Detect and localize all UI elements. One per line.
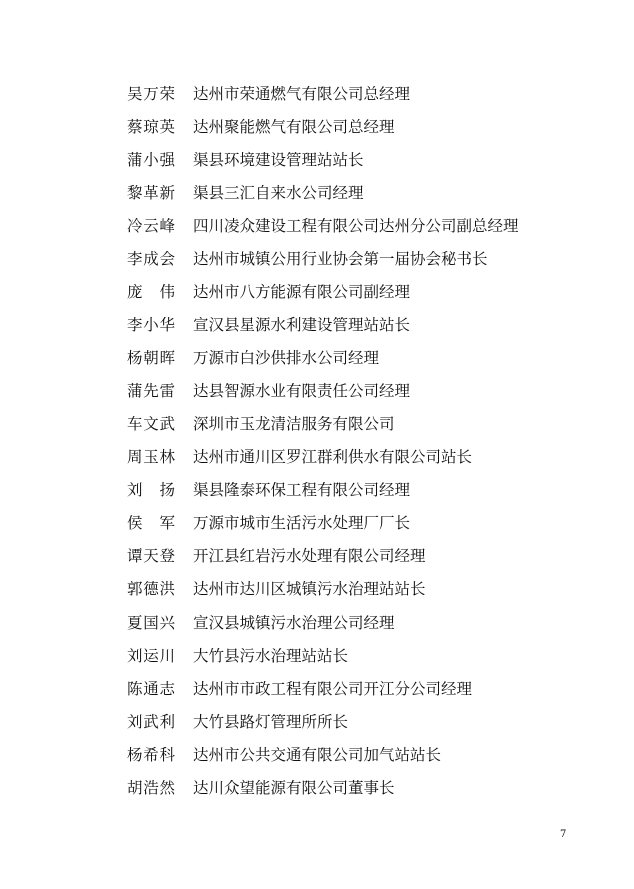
list-item <box>127 375 607 408</box>
person-name: 刘武利 <box>127 712 175 731</box>
list-item <box>127 706 607 739</box>
person-name: 蔡琼英 <box>127 117 175 136</box>
list-item <box>127 574 607 607</box>
person-name: 杨希科 <box>127 745 175 764</box>
person-title: 渠县环境建设管理站站长 <box>193 150 364 169</box>
person-name: 冷云峰 <box>127 216 175 235</box>
person-title: 达州市市政工程有限公司开江分公司经理 <box>193 679 473 698</box>
person-name: 李小华 <box>127 316 175 335</box>
person-title: 大竹县路灯管理所所长 <box>193 712 349 731</box>
list-item <box>127 243 607 276</box>
person-title: 达州市公共交通有限公司加气站站长 <box>193 745 442 764</box>
list-item <box>127 177 607 210</box>
person-title: 达州市通川区罗江群利供水有限公司站长 <box>193 448 473 467</box>
list-item <box>127 111 607 144</box>
list-item <box>127 78 607 111</box>
list-item <box>127 276 607 309</box>
person-name: 侯军 <box>127 514 175 533</box>
person-title: 达县智源水业有限责任公司经理 <box>193 382 411 401</box>
list-item <box>127 673 607 706</box>
person-title: 渠县三汇自来水公司经理 <box>193 183 364 202</box>
list-item <box>127 342 607 375</box>
list-item <box>127 442 607 475</box>
list-item <box>127 508 607 541</box>
list-item <box>127 640 607 673</box>
person-title: 宣汉县星源水利建设管理站站长 <box>193 316 411 335</box>
list-item <box>127 309 607 342</box>
list-item <box>127 607 607 640</box>
person-title: 达川众望能源有限公司董事长 <box>193 778 395 797</box>
person-name: 李成会 <box>127 250 175 268</box>
person-title: 大竹县污水治理站站长 <box>193 646 349 665</box>
page-number: 7 <box>560 829 567 840</box>
person-title: 万源市城市生活污水处理厂厂长 <box>193 514 411 533</box>
person-name: 胡浩然 <box>127 778 175 797</box>
person-name: 车文武 <box>127 415 175 434</box>
person-title: 达州市达川区城镇污水治理站站长 <box>193 580 426 599</box>
person-name: 蒲小强 <box>127 150 175 169</box>
person-name: 刘扬 <box>127 481 175 500</box>
person-name: 吴万荣 <box>127 84 175 103</box>
person-name: 谭天登 <box>127 547 175 566</box>
list-item <box>127 475 607 508</box>
person-name: 郭德洪 <box>127 580 175 599</box>
person-title: 深圳市玉龙清洁服务有限公司 <box>193 415 395 434</box>
person-title: 达州市城镇公用行业协会第一届协会秘书长 <box>193 250 488 268</box>
person-name: 周玉林 <box>127 448 175 467</box>
person-title: 渠县隆泰环保工程有限公司经理 <box>193 481 411 500</box>
person-title: 万源市白沙供排水公司经理 <box>193 349 380 368</box>
person-title: 达州市八方能源有限公司副经理 <box>193 283 411 302</box>
list-item <box>127 541 607 574</box>
list-item <box>127 144 607 177</box>
person-title: 开江县红岩污水处理有限公司经理 <box>193 547 426 566</box>
person-title: 四川凌众建设工程有限公司达州分公司副总经理 <box>193 216 519 235</box>
person-title: 达州聚能燃气有限公司总经理 <box>193 117 395 136</box>
person-name: 杨朝晖 <box>127 349 175 368</box>
person-title: 宣汉县城镇污水治理公司经理 <box>193 613 395 632</box>
person-name: 夏国兴 <box>127 613 175 632</box>
list-item <box>127 772 607 805</box>
person-title: 达州市荣通燃气有限公司总经理 <box>193 84 411 103</box>
list-item <box>127 210 607 243</box>
person-name: 黎革新 <box>127 183 175 202</box>
person-name: 蒲先雷 <box>127 382 175 401</box>
name-title-list <box>127 78 607 805</box>
list-item <box>127 408 607 441</box>
person-name: 庞伟 <box>127 283 175 302</box>
person-name: 陈通志 <box>127 679 175 698</box>
list-item <box>127 739 607 772</box>
person-name: 刘运川 <box>127 646 175 665</box>
